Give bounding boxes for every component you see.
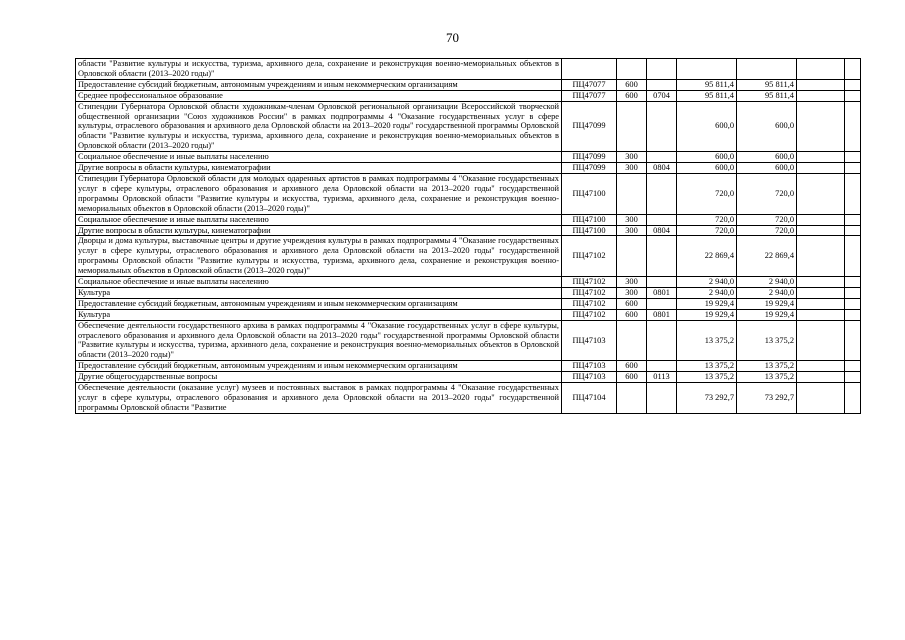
cell-empty	[845, 298, 861, 309]
cell-empty	[797, 163, 845, 174]
cell-empty	[797, 152, 845, 163]
cell-rz	[647, 320, 677, 361]
cell-empty	[797, 101, 845, 152]
cell-sum1: 600,0	[677, 163, 737, 174]
cell-empty	[845, 277, 861, 288]
cell-empty	[797, 59, 845, 80]
cell-empty	[797, 214, 845, 225]
cell-vr: 300	[617, 287, 647, 298]
table-row	[76, 152, 861, 163]
cell-empty	[845, 383, 861, 414]
cell-code: ПЦ47100	[562, 214, 617, 225]
cell-vr: 600	[617, 298, 647, 309]
cell-rz	[647, 101, 677, 152]
cell-empty	[797, 79, 845, 90]
cell-empty	[845, 90, 861, 101]
table-row	[76, 214, 861, 225]
cell-desc: Социальное обеспечение и иные выплаты населению	[76, 277, 562, 288]
cell-vr: 300	[617, 152, 647, 163]
cell-sum1	[677, 59, 737, 80]
cell-desc: Предоставление субсидий бюджетным, автономным учреждениям и иным некоммерческим организациям	[76, 361, 562, 372]
cell-empty	[845, 214, 861, 225]
cell-empty	[845, 173, 861, 214]
cell-rz: 0704	[647, 90, 677, 101]
cell-code: ПЦ47103	[562, 361, 617, 372]
cell-sum2: 19 929,4	[737, 309, 797, 320]
table-row	[76, 90, 861, 101]
cell-sum2: 13 375,2	[737, 361, 797, 372]
table-row	[76, 79, 861, 90]
cell-code: ПЦ47077	[562, 79, 617, 90]
cell-code: ПЦ47102	[562, 277, 617, 288]
cell-desc: Обеспечение деятельности государственного архива в рамках подпрограммы 4 "Оказание государственных услуг в сфере культуры, отраслевого образования и архивного дела Орловской области на 2013–2020 годы" государственной программы Орловской области "Развитие культуры и искусства, туризма, архивного дела, сохранение и реконструкция военно-мемориальных объектов в Орловской области (2013–2020 годы)"	[76, 320, 562, 361]
cell-code: ПЦ47099	[562, 163, 617, 174]
cell-desc: Другие вопросы в области культуры, кинематографии	[76, 163, 562, 174]
cell-code: ПЦ47103	[562, 320, 617, 361]
table-row	[76, 298, 861, 309]
cell-empty	[797, 383, 845, 414]
cell-empty	[845, 361, 861, 372]
cell-sum2: 600,0	[737, 152, 797, 163]
cell-empty	[797, 287, 845, 298]
cell-empty	[797, 320, 845, 361]
cell-sum1: 720,0	[677, 173, 737, 214]
cell-sum2: 720,0	[737, 173, 797, 214]
cell-vr: 300	[617, 277, 647, 288]
cell-vr: 600	[617, 361, 647, 372]
cell-empty	[845, 372, 861, 383]
table-row	[76, 163, 861, 174]
cell-vr: 300	[617, 225, 647, 236]
cell-empty	[845, 101, 861, 152]
cell-rz	[647, 277, 677, 288]
page-number: 70	[446, 30, 459, 45]
cell-sum2: 19 929,4	[737, 298, 797, 309]
cell-desc: Предоставление субсидий бюджетным, автономным учреждениям и иным некоммерческим организациям	[76, 79, 562, 90]
cell-rz	[647, 79, 677, 90]
cell-code: ПЦ47099	[562, 101, 617, 152]
cell-sum1: 13 375,2	[677, 361, 737, 372]
cell-vr	[617, 320, 647, 361]
cell-sum1: 2 940,0	[677, 287, 737, 298]
cell-empty	[797, 236, 845, 277]
cell-sum2: 13 375,2	[737, 372, 797, 383]
cell-rz	[647, 152, 677, 163]
cell-sum1: 720,0	[677, 214, 737, 225]
cell-rz	[647, 361, 677, 372]
cell-sum1: 2 940,0	[677, 277, 737, 288]
cell-desc: Обеспечение деятельности (оказание услуг) музеев и постоянных выставок в рамках подпрограммы 4 "Оказание государственных услуг в сфере культуры, отраслевого образования и архивного дела Орловской области на 2013–2020 годы" государственной программы Орловской области "Развитие	[76, 383, 562, 414]
cell-rz	[647, 383, 677, 414]
cell-sum2: 95 811,4	[737, 90, 797, 101]
table-row	[76, 236, 861, 277]
cell-empty	[845, 163, 861, 174]
table-row	[76, 287, 861, 298]
cell-code	[562, 59, 617, 80]
cell-vr	[617, 101, 647, 152]
cell-vr	[617, 236, 647, 277]
cell-sum2: 720,0	[737, 225, 797, 236]
cell-empty	[845, 225, 861, 236]
cell-rz	[647, 298, 677, 309]
table-row	[76, 383, 861, 414]
cell-code: ПЦ47100	[562, 225, 617, 236]
cell-desc: Среднее профессиональное образование	[76, 90, 562, 101]
cell-sum2: 2 940,0	[737, 277, 797, 288]
cell-vr: 600	[617, 372, 647, 383]
cell-empty	[797, 173, 845, 214]
cell-empty	[797, 90, 845, 101]
cell-desc: Дворцы и дома культуры, выставочные центры и другие учреждения культуры в рамках подпрограммы 4 "Оказание государственных услуг в сфере культуры, отраслевого образования и архивного дела Орловской области на 2013–2020 годы" государственной программы Орловской области "Развитие культуры и искусства, туризма, архивного дела, сохранение и реконструкция военно-мемориальных объектов в Орловской области (2013–2020 годы)"	[76, 236, 562, 277]
cell-rz	[647, 236, 677, 277]
table-row	[76, 173, 861, 214]
cell-code: ПЦ47099	[562, 152, 617, 163]
cell-empty	[797, 309, 845, 320]
cell-empty	[797, 225, 845, 236]
cell-desc: области "Развитие культуры и искусства, туризма, архивного дела, сохранение и реконструкция военно-мемориальных объектов в Орловской области (2013–2020 годы)"	[76, 59, 562, 80]
table-row	[76, 277, 861, 288]
cell-code: ПЦ47100	[562, 173, 617, 214]
cell-code: ПЦ47077	[562, 90, 617, 101]
cell-empty	[845, 320, 861, 361]
cell-desc: Стипендии Губернатора Орловской области для молодых одаренных артистов в рамках подпрограммы 4 "Оказание государственных услуг в сфере культуры, отраслевого образования и архивного дела Орловской области на 2013–2020 годы" государственной программы Орловской области "Развитие культуры и искусства, туризма, архивного дела, сохранение и реконструкция военно-мемориальных объектов в Орловской области (2013–2020 годы)"	[76, 173, 562, 214]
cell-sum2: 2 940,0	[737, 287, 797, 298]
cell-vr: 300	[617, 214, 647, 225]
cell-sum1: 95 811,4	[677, 79, 737, 90]
cell-desc: Культура	[76, 309, 562, 320]
cell-desc: Другие общегосударственные вопросы	[76, 372, 562, 383]
cell-empty	[797, 298, 845, 309]
cell-vr	[617, 59, 647, 80]
cell-desc: Культура	[76, 287, 562, 298]
cell-rz	[647, 173, 677, 214]
cell-sum2: 95 811,4	[737, 79, 797, 90]
cell-sum1: 600,0	[677, 152, 737, 163]
cell-vr: 300	[617, 163, 647, 174]
cell-sum1: 13 375,2	[677, 372, 737, 383]
cell-vr: 600	[617, 79, 647, 90]
budget-table	[75, 58, 861, 414]
cell-rz	[647, 59, 677, 80]
cell-sum2: 600,0	[737, 163, 797, 174]
cell-empty	[845, 79, 861, 90]
cell-sum2: 13 375,2	[737, 320, 797, 361]
cell-rz: 0804	[647, 163, 677, 174]
cell-empty	[845, 152, 861, 163]
table-row	[76, 372, 861, 383]
cell-desc: Социальное обеспечение и иные выплаты населению	[76, 152, 562, 163]
cell-sum2	[737, 59, 797, 80]
table-row	[76, 320, 861, 361]
cell-sum1: 22 869,4	[677, 236, 737, 277]
cell-sum1: 600,0	[677, 101, 737, 152]
cell-empty	[845, 309, 861, 320]
cell-code: ПЦ47103	[562, 372, 617, 383]
cell-rz: 0801	[647, 309, 677, 320]
cell-rz: 0804	[647, 225, 677, 236]
cell-vr: 600	[617, 90, 647, 101]
table-row	[76, 225, 861, 236]
cell-desc: Социальное обеспечение и иные выплаты населению	[76, 214, 562, 225]
cell-desc: Другие вопросы в области культуры, кинематографии	[76, 225, 562, 236]
table-row	[76, 59, 861, 80]
table-row	[76, 101, 861, 152]
table-row	[76, 309, 861, 320]
cell-empty	[845, 287, 861, 298]
cell-sum1: 13 375,2	[677, 320, 737, 361]
cell-code: ПЦ47102	[562, 287, 617, 298]
cell-code: ПЦ47102	[562, 298, 617, 309]
cell-empty	[845, 59, 861, 80]
cell-sum1: 19 929,4	[677, 298, 737, 309]
cell-desc: Предоставление субсидий бюджетным, автономным учреждениям и иным некоммерческим организациям	[76, 298, 562, 309]
table-row	[76, 361, 861, 372]
cell-empty	[797, 277, 845, 288]
cell-rz: 0801	[647, 287, 677, 298]
cell-sum1: 95 811,4	[677, 90, 737, 101]
cell-code: ПЦ47102	[562, 309, 617, 320]
cell-desc: Стипендии Губернатора Орловской области художникам-членам Орловской региональной организации Всероссийской творческой общественной организации "Союз художников России" в рамках подпрограммы 4 "Оказание государственных услуг в сфере культуры, отраслевого образования и архивного дела Орловской области на 2013–2020 годы" государственной программы Орловской области "Развитие культуры и искусства, туризма, архивного дела, сохранение и реконструкция военно-мемориальных объектов в Орловской области (2013–2020 годы)"	[76, 101, 562, 152]
cell-vr	[617, 383, 647, 414]
cell-rz: 0113	[647, 372, 677, 383]
cell-sum2: 73 292,7	[737, 383, 797, 414]
cell-code: ПЦ47102	[562, 236, 617, 277]
cell-empty	[797, 361, 845, 372]
cell-code: ПЦ47104	[562, 383, 617, 414]
cell-sum2: 22 869,4	[737, 236, 797, 277]
cell-vr	[617, 173, 647, 214]
cell-sum2: 720,0	[737, 214, 797, 225]
cell-empty	[797, 372, 845, 383]
cell-sum2: 600,0	[737, 101, 797, 152]
cell-empty	[845, 236, 861, 277]
cell-sum1: 720,0	[677, 225, 737, 236]
cell-sum1: 73 292,7	[677, 383, 737, 414]
cell-rz	[647, 214, 677, 225]
cell-vr: 600	[617, 309, 647, 320]
cell-sum1: 19 929,4	[677, 309, 737, 320]
